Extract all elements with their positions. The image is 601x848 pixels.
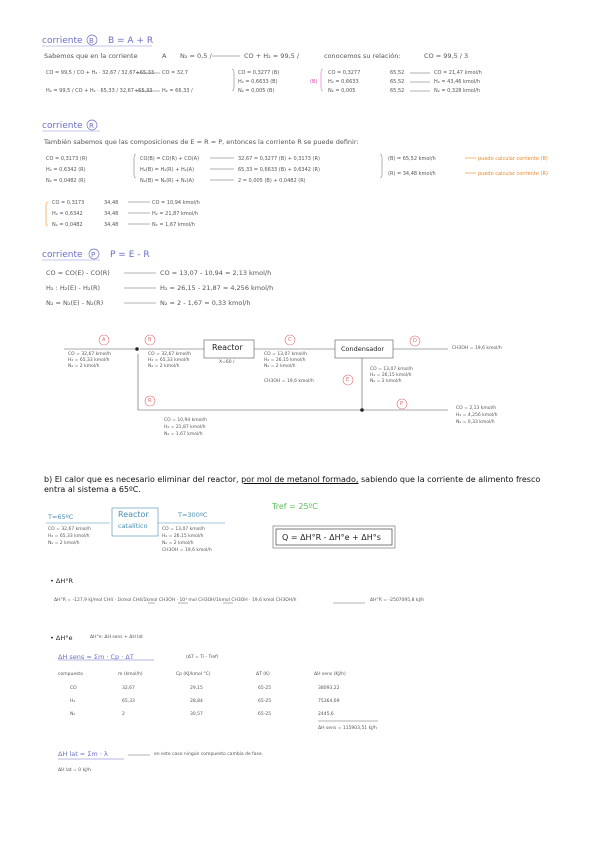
dhe-label: • ΔH°e	[50, 634, 73, 642]
dh-lat-note: en este caso ningún compuesto cambia de fase.	[154, 752, 264, 757]
b-comp-co: CO = 0,3277 (B)	[238, 70, 280, 76]
b-c2-n2: N₂ = 0,005	[328, 88, 356, 94]
r-o3-co: CO = 10,94 kmol/h	[152, 200, 200, 206]
b-line1-d: conocemos su relación:	[324, 52, 401, 60]
r-o3-h2: H₂ = 21,87 kmol/h	[152, 211, 199, 217]
sB-co: CO = 32,67 kmol/h	[148, 352, 191, 357]
section-b-letter: B	[89, 37, 94, 45]
th-dhsens: ΔH sens (KJ/h)	[314, 672, 346, 677]
stream-e-label: E	[346, 377, 350, 383]
sB-n2: N₂ = 2 kmol/h	[148, 364, 180, 369]
td-h2-dt: 65-25	[258, 699, 272, 704]
stream-b-label: B	[148, 337, 152, 343]
p-line-h2-b: H₂ = 26,15 - 21,87 = 4,256 kmol/h	[160, 284, 274, 292]
pb-out-ch3oh: CH3OH = 19,6 kmol/h	[162, 548, 212, 553]
question-part3: sabiendo que la corriente de alimento fresco entra al sistema a 65ºC.	[44, 475, 541, 494]
r-result-b-note: puedo calcular corriente (B)	[478, 156, 548, 162]
r-c-co: CO = 0,3173 (R)	[46, 156, 88, 162]
sP-n2: N₂ = 0,33 kmol/h	[456, 420, 495, 425]
b-comp-n2: N₂ = 0,005 (B)	[238, 88, 275, 94]
stream-c-label: C	[288, 337, 292, 343]
r-e-h2: H₂(B) = H₂(R) + H₂(A)	[140, 167, 195, 173]
b-line1-b: N₂ = 0,5 /	[180, 52, 212, 60]
r-e-n2: N₂(B) = N₂(R) + N₂(A)	[140, 178, 194, 184]
sC-ch3oh: CH3OH = 19,6 kmol/h	[264, 379, 314, 384]
condenser-box-label: Condensador	[341, 345, 385, 353]
r-o1-co: CO = 0,3173	[52, 200, 85, 206]
td-n2-name: N₂	[70, 712, 76, 717]
td-n2-dt: 65-25	[258, 712, 272, 717]
r-c-h2: H₂ = 0,6342 (R)	[46, 167, 86, 173]
r-result-r: (R) = 34,48 kmol/h	[388, 171, 436, 177]
r-o2-co: 34,48	[104, 200, 119, 206]
b-comp-h2: H₂ = 0,6633 (B)	[238, 79, 278, 85]
sC-co: CO = 13,07 kmol/h	[264, 352, 307, 357]
reactor2-label: Reactor	[118, 510, 149, 519]
sA-co: CO = 32,67 kmol/h	[68, 352, 111, 357]
b-c2-h2: H₂ = 0,6633	[328, 79, 359, 85]
reactor2-sub: catalítico	[118, 522, 148, 530]
sD-ch3oh: CH3OH = 19,6 kmol/h	[452, 346, 502, 351]
b-c2v-h2: 65,52	[390, 79, 405, 85]
b-formula-h2-result: H₂ = 66,33 /	[162, 88, 193, 94]
p-line-h2-a: H₂ : H₂(E) - H₂(R)	[46, 284, 101, 292]
r-o1-n2: N₂ = 0,0482	[52, 222, 83, 228]
td-h2-dh: 75364,69	[318, 699, 340, 704]
section-b-title: corriente	[42, 36, 83, 46]
sR-co: CO = 10,94 kmol/h	[164, 418, 207, 423]
inlet-temp: T=65ºC	[48, 513, 74, 521]
p-line-n2-b: N₂ = 2 - 1,67 = 0,33 kmol/h	[160, 299, 251, 307]
td-co-dh: 38093,22	[318, 686, 340, 691]
r-result-b: (B) = 65,52 kmol/h	[388, 156, 436, 162]
th-cp: Cp (KJ/kmol °C)	[176, 672, 211, 677]
th-compuesto: compuesto	[58, 672, 83, 677]
sA-h2: H₂ = 65,33 kmol/h	[68, 358, 110, 363]
dhe-label-text: ΔH°e	[55, 634, 73, 642]
r-o2-h2: 34,48	[104, 211, 119, 217]
p-line-co-a: CO = CO(E) - CO(R)	[46, 269, 110, 277]
section-p-letter: P	[91, 251, 96, 259]
dhr-result: ΔH°R = -2507095,8 kJ/h	[370, 598, 425, 603]
dhe-note: ΔH°e: ΔH sens + ΔH lat	[90, 635, 143, 640]
stream-a-label: A	[102, 337, 106, 343]
tref-label: Tref = 25ºC	[272, 502, 318, 511]
b-line1: Sabemos que en la corriente	[44, 52, 138, 60]
b-c2r-h2: H₂ = 43,46 kmol/h	[434, 79, 481, 85]
sE-co: CO = 13,07 kmol/h	[370, 367, 413, 372]
dh-lat-result: ΔH lat = 0 kJ/h	[58, 768, 91, 773]
section-p-relation: P = E - R	[110, 250, 150, 260]
section-p-title: corriente	[42, 250, 83, 260]
th-m: m (kmol/h)	[118, 672, 143, 677]
r-result-r-note: puedo calcular corriente (R)	[478, 171, 548, 177]
reactor-box-label: Reactor	[212, 343, 243, 352]
b-formula-co-result: CO = 32,7	[162, 70, 188, 76]
b-c2r-n2: N₂ = 0,328 kmol/h	[434, 88, 481, 94]
td-n2-cp: 30,57	[190, 712, 203, 717]
sE-n2: N₂ = 2 kmol/h	[370, 379, 402, 384]
td-h2-m: 65,33	[122, 699, 135, 704]
r-e-co: CO(B) = CO(R) + CO(A)	[140, 156, 200, 162]
question-part1: b) El calor que es necesario eliminar del reactor,	[44, 475, 239, 484]
b-pink-b: (B)	[310, 79, 318, 85]
dhr-label: • ΔH°R	[50, 577, 74, 585]
sR-n2: N₂ = 1,67 kmol/h	[164, 432, 203, 437]
r-o3-n2: N₂ = 1,67 kmol/h	[152, 222, 195, 228]
b-formula-h2: H₂ = 99,5 / CO + H₂ · 65,33 / 32,67+65,33	[46, 88, 153, 94]
pb-in-n2: N₂ = 2 kmol/h	[48, 541, 80, 546]
td-n2-dh: 2445,6	[318, 712, 334, 717]
b-line1-a: A	[162, 52, 167, 60]
pb-out-n2: N₂ = 2 kmol/h	[162, 541, 194, 546]
b-c2v-co: 65,52	[390, 70, 405, 76]
sP-co: CO = 2,13 kmol/h	[456, 406, 497, 411]
outlet-temp: T=300ºC	[178, 511, 208, 519]
b-line1-c: CO + H₂ = 99,5 /	[244, 52, 300, 60]
p-line-co-b: CO = 13,07 - 10,94 = 2,13 kmol/h	[160, 269, 272, 277]
section-b-relation: B = A + R	[108, 36, 154, 46]
b-c2-co: CO = 0,3277	[328, 70, 361, 76]
r-v-n2: 2 = 0,005 (B) + 0,0482 (R)	[238, 178, 306, 184]
r-o1-h2: H₂ = 0,6342	[52, 211, 83, 217]
dh-lat-formula: ΔH lat = Σm · λ	[58, 750, 108, 758]
td-n2-m: 2	[122, 712, 125, 717]
r-v-h2: 65,33 = 0,6633 (B) + 0,6342 (R)	[238, 167, 320, 173]
pb-out-co: CO = 13,07 kmol/h	[162, 527, 205, 532]
th-dt: ΔT (K)	[256, 672, 270, 677]
dt-note: (ΔT = Ti - Tref)	[186, 655, 219, 660]
p-line-n2-a: N₂ = N₂(E) - N₂(R)	[46, 299, 104, 307]
sB-h2: H₂ = 65,33 kmol/h	[148, 358, 190, 363]
td-co-name: CO	[70, 686, 77, 691]
sP-h2: H₂ = 4,256 kmol/h	[456, 413, 498, 418]
sA-n2: N₂ = 2 kmol/h	[68, 364, 100, 369]
stream-d-label: D	[413, 338, 417, 344]
b-c2v-n2: 65,52	[390, 88, 405, 94]
td-co-m: 32,67	[122, 686, 135, 691]
sC-n2: N₂ = 2 kmol/h	[264, 364, 296, 369]
dhr-equation: ΔH°R = -127,9 kJ/mol CH4 · 1kmol CH4/1kmol CH3OH · 10³ mol CH3OH/1kmol CH3OH · 19,6 kmol CH3OH/h	[54, 598, 297, 603]
stream-r-label: R	[148, 398, 152, 404]
pb-in-h2: H₂ = 65,33 kmol/h	[48, 534, 90, 539]
section-r-letter: R	[89, 122, 94, 130]
question-part2: por mol de metanol formado,	[241, 475, 359, 484]
td-co-dt: 65-25	[258, 686, 272, 691]
b-formula-co: CO = 99,5 / CO + H₂ · 32,67 / 32,67+65,33	[46, 70, 155, 76]
reactor-conversion: X=60 /	[219, 360, 235, 365]
r-v-co: 32,67 = 0,3277 (B) + 0,3173 (R)	[238, 156, 320, 162]
dh-sens-total: ΔH sens = 115903,51 kJ/h	[318, 726, 377, 731]
stream-p-label: P	[400, 401, 404, 407]
b-line1-e: CO = 99,5 / 3	[424, 52, 469, 60]
td-co-cp: 29,15	[190, 686, 203, 691]
r-c-n2: N₂ = 0,0482 (R)	[46, 178, 86, 184]
sR-h2: H₂ = 21,87 kmol/h	[164, 425, 206, 430]
pb-out-h2: H₂ = 26,15 kmol/h	[162, 534, 204, 539]
dhr-label-text: ΔH°R	[55, 577, 74, 585]
sE-h2: H₂ = 26,15 kmol/h	[370, 373, 412, 378]
part-b-question	[44, 475, 564, 495]
td-h2-name: H₂	[70, 699, 76, 704]
r-o2-n2: 34,48	[104, 222, 119, 228]
dh-sens-formula: ΔH sens = Σm · Cp · ΔT	[58, 653, 134, 661]
pb-in-co: CO = 32,67 kmol/h	[48, 527, 91, 532]
r-intro: También sabemos que las composiciones de E = R = P, entonces la corriente R se puede definir:	[44, 138, 359, 146]
sC-h2: H₂ = 26,15 kmol/h	[264, 358, 306, 363]
td-h2-cp: 28,84	[190, 699, 203, 704]
section-r-title: corriente	[42, 121, 83, 131]
energy-balance-eq: Q = ΔH°R - ΔH°e + ΔH°s	[282, 533, 381, 542]
b-c2r-co: CO = 21,47 kmol/h	[434, 70, 482, 76]
